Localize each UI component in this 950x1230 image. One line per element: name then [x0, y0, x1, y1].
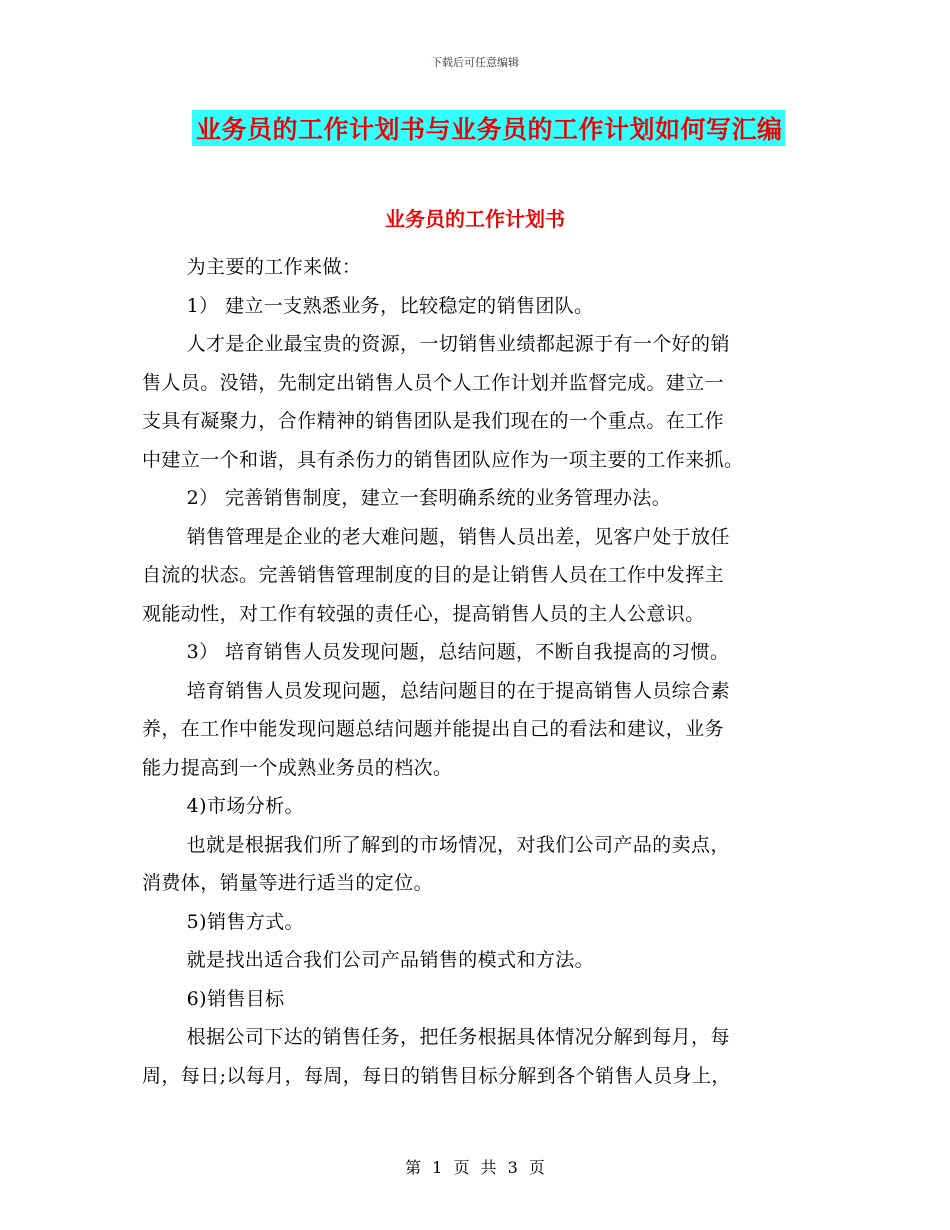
text-line: 售人员。没错，先制定出销售人员个人工作计划并监督完成。建立一: [142, 371, 725, 394]
text-line: 3） 培育销售人员发现问题，总结问题，不断自我提高的习惯。: [186, 641, 730, 663]
text-line: 培育销售人员发现问题，总结问题目的在于提高销售人员综合素: [186, 679, 730, 702]
text-line: 养，在工作中能发现问题总结问题并能提出自己的看法和建议，业务: [142, 718, 725, 740]
text-line: 能力提高到一个成熟业务员的档次。: [142, 756, 453, 779]
text-line: 周，每日;以每月，每周，每日的销售目标分解到各个销售人员身上，: [142, 1064, 731, 1087]
main-title: 业务员的工作计划书与业务员的工作计划如何写汇编: [196, 115, 783, 144]
text-line: 5)销售方式。: [186, 910, 304, 933]
text-line: 2） 完善销售制度，建立一套明确系统的业务管理办法。: [186, 487, 672, 509]
header-note: 下载后可任意编辑: [431, 56, 519, 69]
text-line: 自流的状态。完善销售管理制度的目的是让销售人员在工作中发挥主: [142, 564, 725, 586]
text-line: 销售管理是企业的老大难问题，销售人员出差，见客户处于放任: [186, 525, 730, 548]
main-title-highlight: [192, 110, 785, 146]
text-line: 人才是企业最宝贵的资源，一切销售业绩都起源于有一个好的销: [186, 333, 730, 355]
text-line: 中建立一个和谐，具有杀伤力的销售团队应作为一项主要的工作来抓。: [142, 448, 744, 471]
text-line: 1） 建立一支熟悉业务，比较稳定的销售团队。: [186, 294, 594, 317]
text-line: 消费体，销量等进行适当的定位。: [142, 872, 434, 894]
text-line: 6)销售目标: [186, 987, 285, 1010]
text-line: 就是找出适合我们公司产品销售的模式和方法。: [186, 949, 595, 971]
text-line: 根据公司下达的销售任务，把任务根据具体情况分解到每月，每: [186, 1026, 730, 1048]
page-footer: 第 1 页 共 3 页: [405, 1158, 545, 1177]
text-line: 观能动性，对工作有较强的责任心，提高销售人员的主人公意识。: [142, 602, 705, 625]
text-line: 4)市场分析。: [186, 795, 304, 817]
body-text: [142, 248, 812, 1095]
text-line: 也就是根据我们所了解到的市场情况，对我们公司产品的卖点，: [186, 833, 730, 856]
section-title: 业务员的工作计划书: [385, 207, 565, 231]
text-line: 支具有凝聚力，合作精神的销售团队是我们现在的一个重点。在工作: [142, 410, 725, 432]
text-line: 为主要的工作来做：: [186, 256, 362, 278]
